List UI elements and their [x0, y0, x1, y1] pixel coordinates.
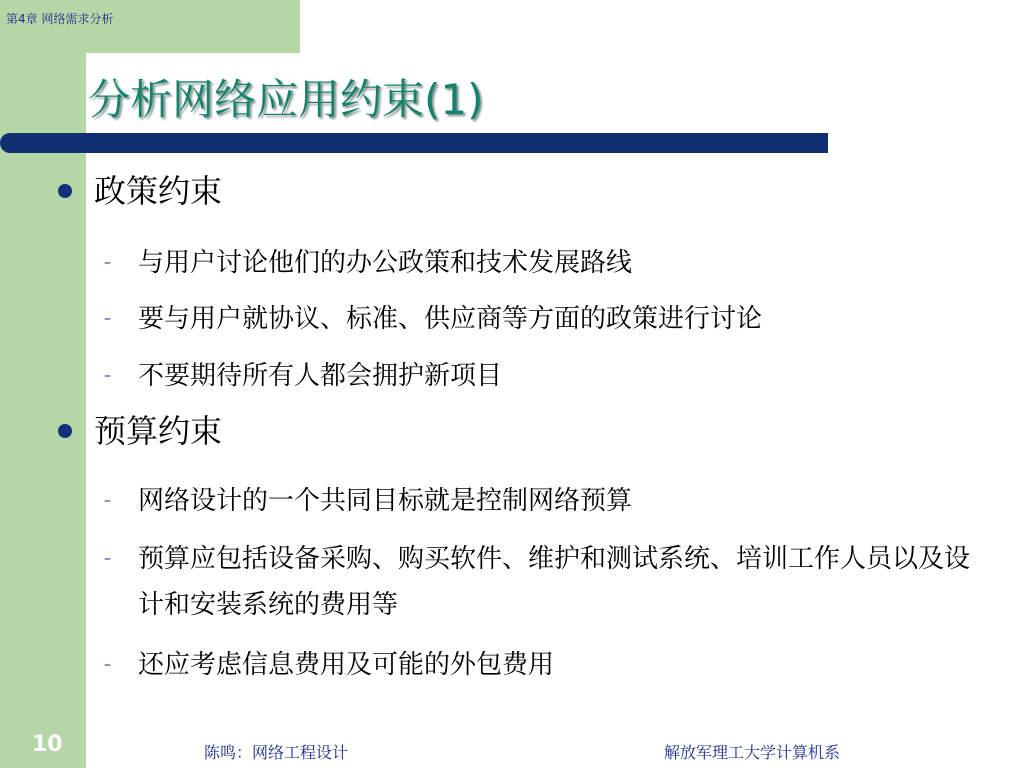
- dash-icon: –: [104, 551, 111, 567]
- dash-icon: –: [104, 368, 111, 384]
- sub-item-text: 与用户讨论他们的办公政策和技术发展路线: [138, 248, 633, 278]
- title-underline-bar: [0, 133, 828, 153]
- sub-item-text: 预算应包括设备采购、购买软件、维护和测试系统、培训工作人员以及设计和安装系统的费用等: [138, 544, 971, 620]
- slide-title: 分析网络应用约束(1): [88, 75, 484, 124]
- sub-item-text: 要与用户就协议、标准、供应商等方面的政策进行讨论: [138, 304, 763, 334]
- left-green-column: [0, 0, 86, 768]
- sub-item-text: 网络设计的一个共同目标就是控制网络预算: [138, 486, 633, 516]
- chapter-label: 第4章 网络需求分析: [6, 12, 114, 26]
- dash-icon: –: [104, 311, 111, 327]
- dash-icon: –: [104, 255, 111, 271]
- dash-icon: –: [104, 657, 111, 673]
- bullet-heading: 政策约束: [94, 172, 223, 210]
- bullet-heading: 预算约束: [94, 412, 223, 450]
- bullet-dot-icon: [58, 184, 72, 198]
- dash-icon: –: [104, 493, 111, 509]
- bullet-dot-icon: [58, 424, 72, 438]
- footer-institution: 解放军理工大学计算机系: [664, 743, 841, 762]
- sub-item-text: 不要期待所有人都会拥护新项目: [138, 361, 503, 391]
- sub-item-text: 还应考虑信息费用及可能的外包费用: [138, 650, 555, 680]
- page-number: 10: [32, 732, 63, 757]
- footer-author-course: 陈鸣：网络工程设计: [204, 743, 349, 762]
